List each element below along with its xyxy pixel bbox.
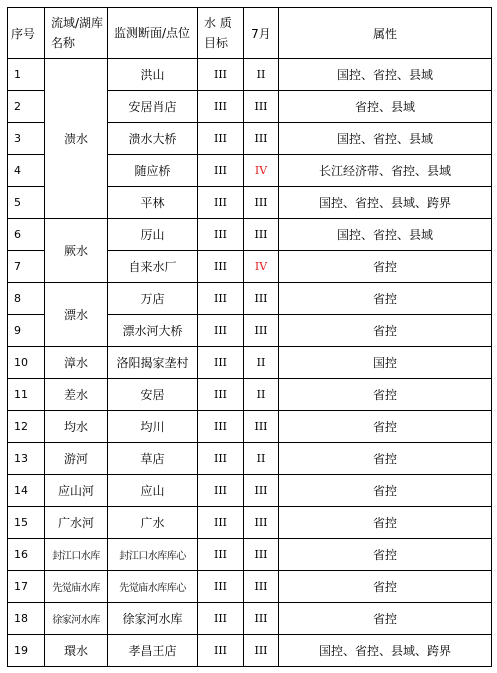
attribute-cell: 省控 bbox=[279, 379, 492, 411]
header-month: 7月 bbox=[244, 8, 279, 59]
row-index: 13 bbox=[8, 443, 45, 475]
target-cell: III bbox=[198, 635, 244, 667]
row-index: 10 bbox=[8, 347, 45, 379]
attribute-cell: 国控、省控、县域 bbox=[279, 219, 492, 251]
section-cell: 应山 bbox=[108, 475, 198, 507]
table-row bbox=[8, 59, 492, 91]
basin-cell: 環水 bbox=[45, 635, 108, 667]
grade-cell: III bbox=[244, 123, 279, 155]
target-cell: III bbox=[198, 59, 244, 91]
target-cell: III bbox=[198, 571, 244, 603]
grade-cell: III bbox=[244, 411, 279, 443]
table-row bbox=[8, 411, 492, 443]
row-index: 4 bbox=[8, 155, 45, 187]
grade-cell-exceeded: IV bbox=[244, 251, 279, 283]
grade-cell: III bbox=[244, 315, 279, 347]
target-cell: III bbox=[198, 123, 244, 155]
section-cell: 自来水厂 bbox=[108, 251, 198, 283]
section-cell: 均川 bbox=[108, 411, 198, 443]
table-row bbox=[8, 635, 492, 667]
attribute-cell: 省控 bbox=[279, 539, 492, 571]
attribute-cell: 省控、县域 bbox=[279, 91, 492, 123]
section-cell: 洪山 bbox=[108, 59, 198, 91]
section-cell: 随应桥 bbox=[108, 155, 198, 187]
target-cell: III bbox=[198, 603, 244, 635]
attribute-cell: 国控、省控、县域 bbox=[279, 123, 492, 155]
target-cell: III bbox=[198, 155, 244, 187]
attribute-cell: 省控 bbox=[279, 507, 492, 539]
header-section: 监测断面/点位 bbox=[108, 8, 198, 59]
basin-cell: 徐家河水库 bbox=[45, 603, 108, 635]
table-row bbox=[8, 475, 492, 507]
section-cell: 孝昌王店 bbox=[108, 635, 198, 667]
water-quality-table bbox=[7, 7, 492, 667]
basin-cell: 厥水 bbox=[45, 219, 108, 283]
grade-cell: III bbox=[244, 507, 279, 539]
table-row bbox=[8, 379, 492, 411]
row-index: 18 bbox=[8, 603, 45, 635]
attribute-cell: 省控 bbox=[279, 283, 492, 315]
attribute-cell: 国控、省控、县域、跨界 bbox=[279, 635, 492, 667]
row-index: 9 bbox=[8, 315, 45, 347]
grade-cell: III bbox=[244, 571, 279, 603]
section-cell: 草店 bbox=[108, 443, 198, 475]
basin-cell: 溃水 bbox=[45, 59, 108, 219]
header-row bbox=[8, 8, 492, 59]
basin-cell: 先觉庙水库 bbox=[45, 571, 108, 603]
row-index: 17 bbox=[8, 571, 45, 603]
row-index: 16 bbox=[8, 539, 45, 571]
basin-cell: 封江口水库 bbox=[45, 539, 108, 571]
basin-cell: 均水 bbox=[45, 411, 108, 443]
attribute-cell: 国控 bbox=[279, 347, 492, 379]
attribute-cell: 省控 bbox=[279, 443, 492, 475]
attribute-cell: 省控 bbox=[279, 475, 492, 507]
row-index: 12 bbox=[8, 411, 45, 443]
header-basin: 流域/湖库名称 bbox=[45, 8, 108, 59]
grade-cell: III bbox=[244, 283, 279, 315]
section-cell: 漂水河大桥 bbox=[108, 315, 198, 347]
grade-cell: III bbox=[244, 475, 279, 507]
attribute-cell: 国控、省控、县域 bbox=[279, 59, 492, 91]
header-target: 水 质 目标 bbox=[198, 8, 244, 59]
basin-cell: 漂水 bbox=[45, 283, 108, 347]
section-cell: 平林 bbox=[108, 187, 198, 219]
basin-cell: 差水 bbox=[45, 379, 108, 411]
table-row bbox=[8, 347, 492, 379]
target-cell: III bbox=[198, 507, 244, 539]
row-index: 2 bbox=[8, 91, 45, 123]
table-row bbox=[8, 539, 492, 571]
grade-cell-exceeded: IV bbox=[244, 155, 279, 187]
attribute-cell: 省控 bbox=[279, 251, 492, 283]
row-index: 1 bbox=[8, 59, 45, 91]
attribute-cell: 省控 bbox=[279, 411, 492, 443]
grade-cell: II bbox=[244, 379, 279, 411]
section-cell: 安居肖店 bbox=[108, 91, 198, 123]
row-index: 8 bbox=[8, 283, 45, 315]
basin-cell: 游河 bbox=[45, 443, 108, 475]
row-index: 11 bbox=[8, 379, 45, 411]
grade-cell: II bbox=[244, 347, 279, 379]
row-index: 3 bbox=[8, 123, 45, 155]
grade-cell: II bbox=[244, 59, 279, 91]
attribute-cell: 省控 bbox=[279, 603, 492, 635]
target-cell: III bbox=[198, 475, 244, 507]
row-index: 6 bbox=[8, 219, 45, 251]
grade-cell: III bbox=[244, 91, 279, 123]
row-index: 14 bbox=[8, 475, 45, 507]
grade-cell: III bbox=[244, 187, 279, 219]
target-cell: III bbox=[198, 187, 244, 219]
grade-cell: III bbox=[244, 219, 279, 251]
table-row bbox=[8, 507, 492, 539]
basin-cell: 广水河 bbox=[45, 507, 108, 539]
target-cell: III bbox=[198, 283, 244, 315]
table-row bbox=[8, 603, 492, 635]
section-cell: 先觉庙水库库心 bbox=[108, 571, 198, 603]
row-index: 7 bbox=[8, 251, 45, 283]
row-index: 19 bbox=[8, 635, 45, 667]
table-row bbox=[8, 283, 492, 315]
table-row bbox=[8, 571, 492, 603]
row-index: 15 bbox=[8, 507, 45, 539]
section-cell: 徐家河水库 bbox=[108, 603, 198, 635]
header-attribute: 属性 bbox=[279, 8, 492, 59]
section-cell: 万店 bbox=[108, 283, 198, 315]
section-cell: 广水 bbox=[108, 507, 198, 539]
section-cell: 厉山 bbox=[108, 219, 198, 251]
target-cell: III bbox=[198, 411, 244, 443]
row-index: 5 bbox=[8, 187, 45, 219]
section-cell: 洛阳揭家垄村 bbox=[108, 347, 198, 379]
target-cell: III bbox=[198, 379, 244, 411]
section-cell: 封江口水库库心 bbox=[108, 539, 198, 571]
target-cell: III bbox=[198, 443, 244, 475]
attribute-cell: 长江经济带、省控、县域 bbox=[279, 155, 492, 187]
attribute-cell: 省控 bbox=[279, 315, 492, 347]
grade-cell: II bbox=[244, 443, 279, 475]
section-cell: 溃水大桥 bbox=[108, 123, 198, 155]
attribute-cell: 国控、省控、县域、跨界 bbox=[279, 187, 492, 219]
target-cell: III bbox=[198, 91, 244, 123]
target-cell: III bbox=[198, 539, 244, 571]
target-cell: III bbox=[198, 315, 244, 347]
basin-cell: 漳水 bbox=[45, 347, 108, 379]
table-row bbox=[8, 219, 492, 251]
section-cell: 安居 bbox=[108, 379, 198, 411]
grade-cell: III bbox=[244, 539, 279, 571]
grade-cell: III bbox=[244, 603, 279, 635]
basin-cell: 应山河 bbox=[45, 475, 108, 507]
header-index: 序号 bbox=[8, 8, 45, 59]
grade-cell: III bbox=[244, 635, 279, 667]
table-row bbox=[8, 443, 492, 475]
target-cell: III bbox=[198, 347, 244, 379]
attribute-cell: 省控 bbox=[279, 571, 492, 603]
target-cell: III bbox=[198, 251, 244, 283]
target-cell: III bbox=[198, 219, 244, 251]
